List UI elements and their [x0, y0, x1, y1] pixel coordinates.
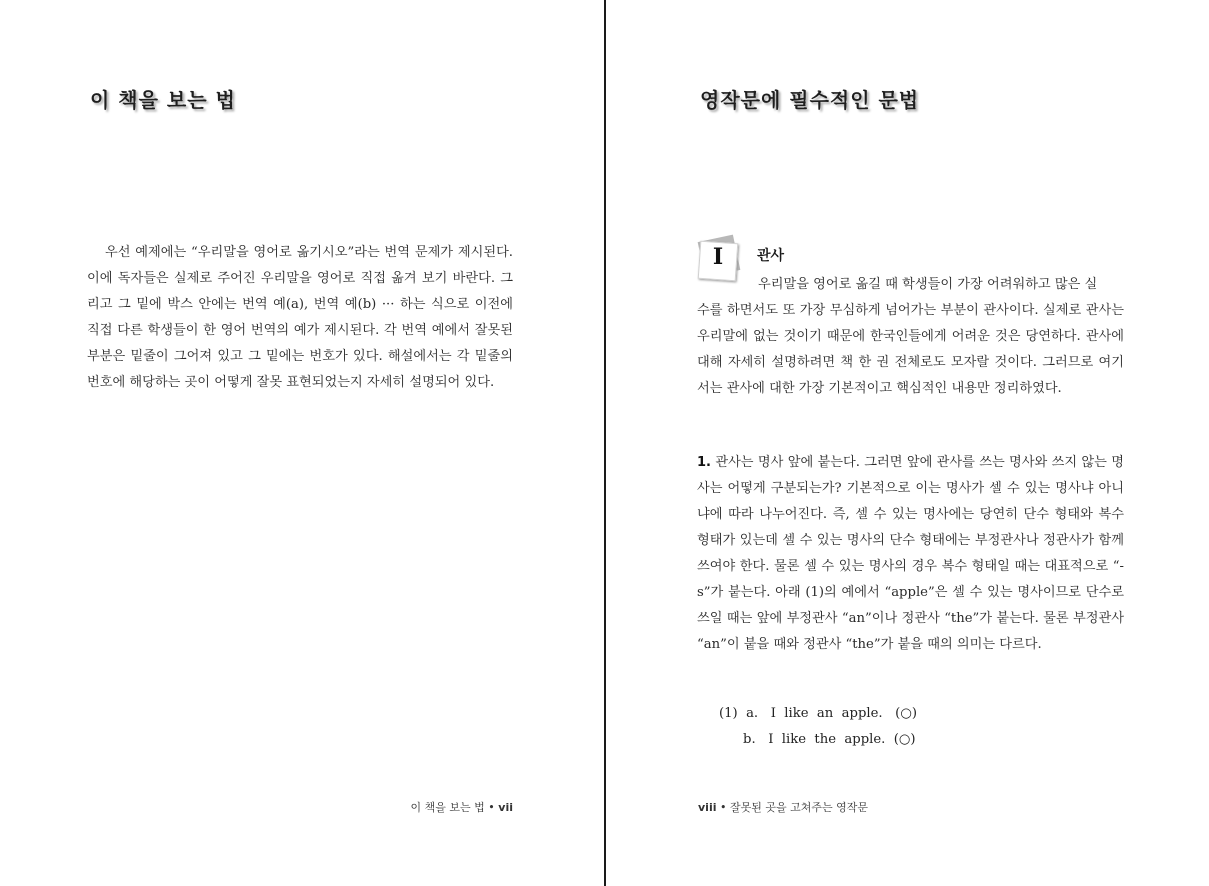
right-page-footer	[698, 799, 868, 815]
left-page	[0, 0, 604, 886]
section-numeral: I	[712, 244, 724, 270]
section-rest: 수를 하면서도 또 가장 무심하게 넘어가는 부분이 관사이다. 실제로 관사는 우리말에 없는 것이기 때문에 한국인들에게 어려운 것은 당연하다. 관사에 대해 자세히 설명하려면 책 한 권 전체로도 모자랄 것이다. 그러므로 여기서는 관사에 대한 가장 기본적이고 핵심적인 내용만 정리하였다.	[697, 303, 1124, 396]
point-paragraph	[697, 450, 1124, 658]
left-page-footer	[411, 799, 513, 815]
left-page-number: vii	[498, 801, 513, 814]
section-paragraph	[697, 272, 1124, 402]
example-line-b: b. I like the apple. (○)	[743, 732, 916, 747]
right-page	[607, 0, 1209, 886]
right-chapter-title: 영작문에 필수적인 문법	[700, 88, 920, 112]
right-page-number: viii	[698, 801, 717, 814]
left-chapter-title: 이 책을 보는 법	[90, 88, 236, 112]
section-title: 관사	[757, 248, 785, 264]
book-spine	[604, 0, 606, 886]
left-footer-text: 이 책을 보는 법 •	[410, 801, 495, 814]
intro-paragraph: 우선 예제에는 “우리말을 영어로 옮기시오”라는 번역 문제가 제시된다. 이에 독자들은 실제로 주어진 우리말을 영어로 직접 옮겨 보기 바란다. 그리고 그 밑에 박스 안에는 번역 예(a), 번역 예(b) ··· 하는 식으로 이전에 직접 다른 학생들이 한 영어 번역의 예가 제시된다. 각 번역 예에서 잘못된 부분은 밑줄이 그어져 있고 그 밑에는 번호가 있다. 해설에서는 각 밑줄의 번호에 해당하는 곳이 어떻게 잘못 표현되었는지 자세히 설명되어 있다.	[87, 245, 513, 390]
point-number: 1.	[697, 455, 711, 470]
example-line-a: (1) a. I like an apple. (○)	[719, 706, 917, 721]
right-footer-text: • 잘못된 곳을 고쳐주는 영작문	[719, 801, 868, 814]
section-first-line: 우리말을 영어로 옮길 때 학생들이 가장 어려워하고 많은 실	[758, 277, 1098, 292]
point-text: 관사는 명사 앞에 붙는다. 그러면 앞에 관사를 쓰는 명사와 쓰지 않는 명사는 어떻게 구분되는가? 기본적으로 이는 명사가 셀 수 있는 명사냐 아니냐에 따라 나누어진다. 즉, 셀 수 있는 명사에는 당연히 단수 형태와 복수 형태가 있는데 셀 수 있는 명사의 단수 형태에는 부정관사나 정관사가 함께 쓰여야 한다. 물론 셀 수 있는 명사의 경우 복수 형태일 때는 대표적으로 “-s”가 붙는다. 아래 (1)의 예에서 “apple”은 셀 수 있는 명사이므로 단수로 쓰일 때는 앞에 부정관사 “an”이나 정관사 “the”가 붙는다. 물론 부정관사 “an”이 붙을 때와 정관사 “the”가 붙을 때의 의미는 다르다.	[697, 455, 1124, 652]
